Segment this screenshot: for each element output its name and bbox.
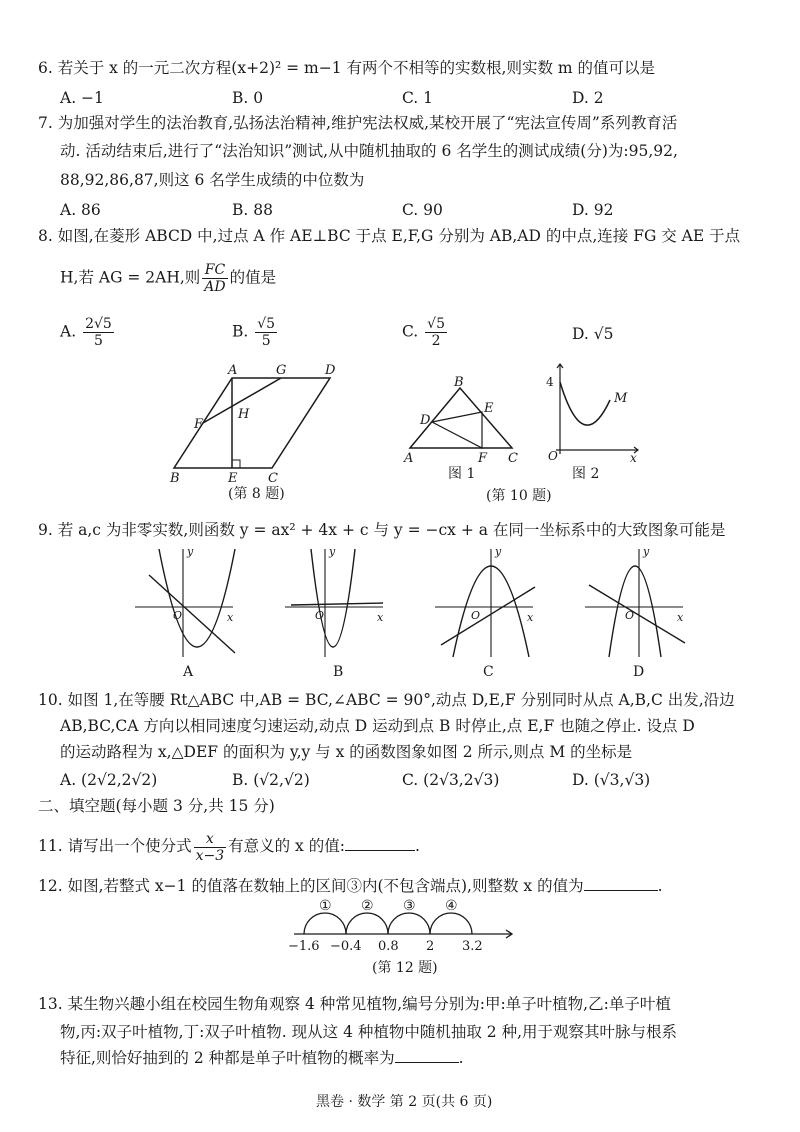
- q9-graph-d: [585, 545, 690, 660]
- parabola: [609, 566, 661, 657]
- q9-graph-b-label: B: [333, 664, 344, 680]
- q8-rhombus-figure: [160, 362, 360, 502]
- q10-option-d: D. (√3,√3): [572, 771, 651, 789]
- line: [149, 575, 235, 653]
- region-3-label: ③: [403, 898, 416, 914]
- q10-stem-line3: 的运动路程为 x,△DEF 的面积为 y,y 与 x 的函数图象如图 2 所示,则点 M 的坐标是: [60, 743, 633, 761]
- origin-label: O: [548, 449, 558, 463]
- q8-fraction: $\frac{FC}{AD}$: [204, 262, 226, 295]
- q6-option-a: A. −1: [60, 89, 104, 107]
- x-label: x: [227, 611, 234, 624]
- q10-figure2-caption: 图 2: [572, 466, 600, 482]
- q10-stem-line1: 10. 如图 1,在等腰 Rt△ABC 中,AB = BC,∠ABC = 90°,动点 D,E,F 分别同时从点 A,B,C 出发,沿边: [38, 691, 735, 709]
- line: [441, 587, 535, 645]
- parabola: [311, 549, 355, 647]
- label-a: A: [228, 363, 238, 378]
- q11-answer-blank[interactable]: [345, 850, 415, 851]
- tick-label-3: 0.8: [378, 939, 399, 954]
- q7-stem-line3: 88,92,86,87,则这 6 名学生成绩的中位数为: [60, 171, 365, 189]
- q6-option-b: B. 0: [232, 89, 264, 107]
- q10-option-a: A. (2√2,2√2): [60, 771, 158, 789]
- tick-label-2: −0.4: [330, 939, 362, 954]
- q7-stem-line1: 7. 为加强对学生的法治教育,弘扬法治精神,维护宪法权威,某校开展了“宪法宣传周”系列教育活: [38, 114, 678, 132]
- label-g: G: [276, 363, 287, 378]
- region-2-label: ②: [361, 898, 374, 914]
- label-d: D: [325, 363, 336, 378]
- q8-stem-line1: 8. 如图,在菱形 ABCD 中,过点 A 作 AE⊥BC 于点 E,F,G 分别为 AB,AD 的中点,连接 FG 交 AE 于点: [38, 227, 741, 245]
- origin-label: O: [173, 609, 183, 622]
- q12-number-line: [280, 898, 520, 958]
- line: [589, 585, 685, 643]
- q8-option-c: C. $\frac{√5}{2}$: [402, 316, 445, 349]
- label-d: D: [420, 413, 431, 428]
- q9-graph-a: [135, 545, 240, 660]
- q10-figures-caption: (第 10 题): [486, 488, 552, 504]
- q7-option-a: A. 86: [60, 201, 101, 219]
- q9-graph-d-label: D: [633, 664, 645, 680]
- q10-stem-line2: AB,BC,CA 方向以相同速度匀速运动,动点 D 运动到点 B 时停止,点 E,F 也随之停止. 设点 D: [60, 717, 695, 735]
- origin-label: O: [315, 609, 325, 622]
- function-curve: [560, 382, 610, 425]
- page-footer: 黑卷 · 数学 第 2 页(共 6 页): [316, 1094, 493, 1110]
- region-4-arc: [430, 913, 472, 934]
- q8-option-a: A. $\frac{2√5}{5}$: [60, 316, 112, 349]
- q11-stem: 11. 请写出一个使分式 $\frac{x}{x-3}$ 有意义的 x 的值: .: [38, 830, 420, 864]
- q7-option-b: B. 88: [232, 201, 273, 219]
- tick-label-4: 2: [426, 939, 435, 954]
- q7-stem-line2: 动. 活动结束后,进行了“法治知识”测试,从中随机抽取的 6 名学生的测试成绩(分)为:95,92,: [60, 142, 678, 160]
- section-2-heading: 二、填空题(每小题 3 分,共 15 分): [38, 797, 275, 815]
- q13-stem-line3: 特征,则恰好抽到的 2 种都是单子叶植物的概率为 .: [60, 1049, 464, 1067]
- label-f: F: [478, 451, 488, 466]
- q13-stem-line2: 物,丙:双子叶植物,丁:双子叶植物. 现从这 4 种植物中随机抽取 2 种,用于观察其叶脉与根系: [60, 1023, 678, 1041]
- q8-stem-line2: H,若 AG = 2AH,则 $\frac{FC}{AD}$ 的值是: [60, 262, 277, 295]
- region-2-arc: [346, 913, 388, 934]
- q11-fraction: $\frac{x}{x-3}$: [195, 830, 225, 864]
- q10-option-b: B. (√2,√2): [232, 771, 310, 789]
- q10-triangle-figure: [400, 376, 525, 466]
- q12-stem: 12. 如图,若整式 x−1 的值落在数轴上的区间③内(不包含端点),则整数 x 的值为 .: [38, 877, 663, 895]
- y-label: y: [643, 545, 650, 558]
- origin-label: O: [471, 609, 481, 622]
- tick-label-5: 3.2: [462, 939, 483, 954]
- region-3-arc: [388, 913, 430, 934]
- tick-label-1: −1.6: [288, 939, 320, 954]
- label-b: B: [170, 471, 180, 486]
- line: [291, 603, 383, 605]
- x-label: x: [630, 451, 637, 463]
- q13-answer-blank[interactable]: [395, 1062, 459, 1063]
- region-4-label: ④: [445, 898, 458, 914]
- q10-figure1-caption: 图 1: [448, 466, 476, 482]
- x-label: x: [677, 611, 684, 624]
- origin-label: O: [625, 609, 635, 622]
- y-tick-4: 4: [546, 375, 554, 389]
- triangle-def: [432, 412, 482, 448]
- q10-option-c: C. (2√3,2√3): [402, 771, 500, 789]
- q9-graph-a-label: A: [183, 664, 194, 680]
- label-f: F: [194, 417, 204, 432]
- label-c: C: [268, 471, 278, 486]
- q6-stem: 6. 若关于 x 的一元二次方程(x+2)² = m−1 有两个不相等的实数根,则实数 m 的值可以是: [38, 59, 656, 77]
- q8-option-d: D. √5: [572, 325, 614, 343]
- x-label: x: [527, 611, 534, 624]
- y-label: y: [495, 545, 502, 558]
- q7-option-c: C. 90: [402, 201, 443, 219]
- q13-stem-line1: 13. 某生物兴趣小组在校园生物角观察 4 种常见植物,编号分别为:甲:单子叶植物,乙:单子叶植: [38, 995, 671, 1013]
- parabola: [159, 549, 235, 647]
- region-1-arc: [304, 913, 346, 934]
- y-label: y: [187, 545, 194, 558]
- label-h: H: [238, 407, 250, 422]
- q9-graph-c-label: C: [483, 664, 494, 680]
- q9-stem: 9. 若 a,c 为非零实数,则函数 y = ax² + 4x + c 与 y = −cx + a 在同一坐标系中的大致图象可能是: [38, 521, 726, 539]
- y-label: y: [329, 545, 336, 558]
- q9-graph-c: [435, 545, 540, 660]
- label-m: M: [614, 391, 628, 406]
- label-c: C: [508, 451, 518, 466]
- q12-figure-caption: (第 12 题): [372, 960, 438, 976]
- q6-option-c: C. 1: [402, 89, 434, 107]
- q6-option-d: D. 2: [572, 89, 604, 107]
- region-1-label: ①: [319, 898, 332, 914]
- x-label: x: [377, 611, 384, 624]
- q7-option-d: D. 92: [572, 201, 614, 219]
- q8-option-b: B. $\frac{√5}{5}$: [232, 316, 276, 349]
- q9-graph-b: [285, 545, 390, 660]
- q10-graph-figure: [538, 358, 643, 463]
- label-e: E: [228, 471, 238, 486]
- label-b: B: [454, 376, 464, 390]
- q12-answer-blank[interactable]: [584, 890, 658, 891]
- right-angle-mark: [232, 460, 240, 468]
- label-e: E: [484, 401, 494, 416]
- label-a: A: [404, 451, 414, 466]
- q8-figure-caption: (第 8 题): [228, 486, 285, 502]
